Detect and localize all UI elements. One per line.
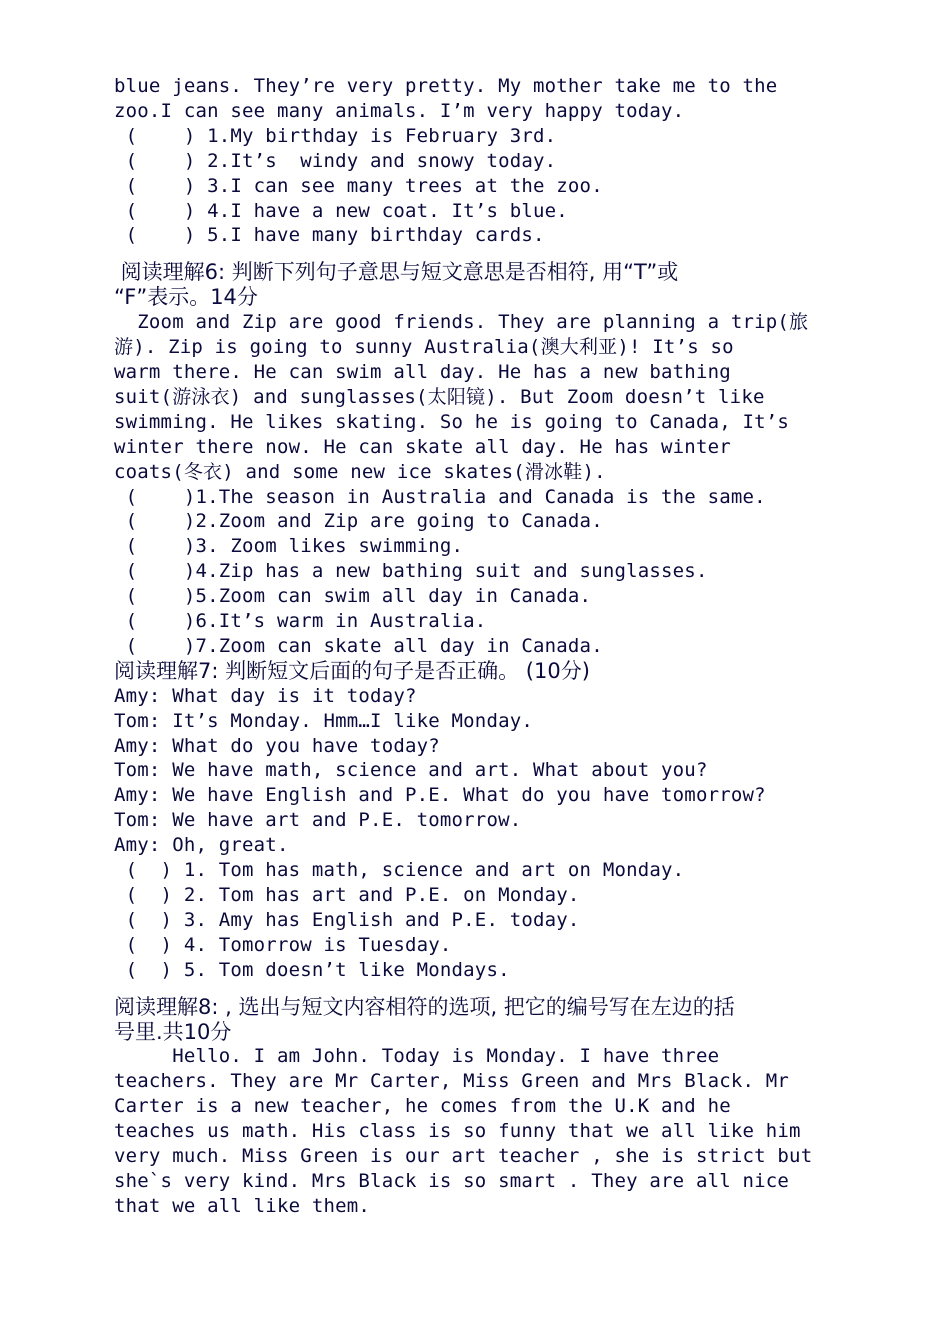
passage-line: she`s very kind. Mrs Black is so smart . They are all nice [114, 1169, 790, 1192]
dialogue-line: Tom: We have math, science and art. What about you? [114, 759, 708, 782]
passage-line: blue jeans. They’re very pretty. My mother take me to the [114, 75, 778, 97]
document-page [114, 74, 844, 1219]
section7-questions [114, 858, 844, 983]
passage-line: winter there now. He can skate all day. He has winter [114, 435, 731, 458]
spacer [114, 248, 844, 260]
passage-line: Carter is a new teacher, he comes from the U.K and he [114, 1095, 731, 1118]
question-item: ( )6.It’s warm in Australia. [114, 610, 487, 633]
question-item: ( )7.Zoom can skate all day in Canada. [114, 634, 603, 657]
section-heading: 阅读理解7: 判断短文后面的句子是否正确。 (10分) [114, 658, 590, 683]
question-item: ( )1.The season in Australia and Canada is the same. [114, 485, 766, 508]
passage-line: Hello. I am John. Today is Monday. I have three [114, 1045, 720, 1068]
section8-passage [114, 1044, 844, 1218]
dialogue-line: Amy: Oh, great. [114, 834, 289, 857]
section-heading: 阅读理解6: 判断下列句子意思与短文意思是否相符, 用“T”或 [114, 260, 679, 285]
question-item: ( ) 2. Tom has art and P.E. on Monday. [114, 884, 580, 906]
dialogue-line: Tom: We have art and P.E. tomorrow. [114, 809, 522, 832]
question-item: ( ) 5.I have many birthday cards. [114, 224, 545, 247]
passage-line: swimming. He likes skating. So he is going to Canada, It’s [114, 410, 790, 433]
question-item: ( ) 1. Tom has math, science and art on Monday. [114, 859, 685, 882]
question-item: ( )5.Zoom can swim all day in Canada. [114, 585, 592, 608]
passage-line: zoo.I can see many animals. I’m very happy today. [114, 99, 685, 122]
passage-line: very much. Miss Green is our art teacher , she is strict but [114, 1145, 813, 1168]
section6-heading [114, 260, 844, 310]
dialogue-line: Tom: It’s Monday. Hmm…I like Monday. [114, 709, 534, 732]
passage-line: coats(冬衣) and some new ice skates(滑冰鞋). [114, 460, 606, 483]
question-item: ( ) 3. Amy has English and P.E. today. [114, 908, 580, 931]
dialogue-line: Amy: What do you have today? [114, 734, 440, 757]
dialogue-line: Amy: What day is it today? [114, 684, 417, 707]
question-item: ( ) 2.It’s windy and snowy today. [114, 149, 557, 172]
question-item: ( ) 5. Tom doesn’t like Mondays. [114, 958, 510, 981]
section5-passage [114, 74, 844, 124]
question-item: ( )3. Zoom likes swimming. [114, 535, 464, 558]
section8-heading [114, 995, 844, 1045]
passage-line: 游). Zip is going to sunny Australia(澳大利亚)! It’s so [114, 336, 734, 359]
question-item: ( )2.Zoom and Zip are going to Canada. [114, 510, 603, 533]
section7-dialogue [114, 684, 844, 858]
passage-line: teaches us math. His class is so funny that we all like him [114, 1120, 801, 1143]
question-item: ( )4.Zip has a new bathing suit and sunglasses. [114, 560, 708, 583]
passage-line: suit(游泳衣) and sunglasses(太阳镜). But Zoom doesn’t like [114, 385, 765, 408]
section-heading: 阅读理解8: , 选出与短文内容相符的选项, 把它的编号写在左边的括 [114, 994, 735, 1019]
question-item: ( ) 4.I have a new coat. It’s blue. [114, 199, 568, 222]
question-item: ( ) 3.I can see many trees at the zoo. [114, 174, 603, 197]
spacer [114, 983, 844, 995]
passage-line: Zoom and Zip are good friends. They are planning a trip(旅 [114, 311, 809, 334]
section-heading: 号里.共10分 [114, 1019, 232, 1044]
section5-questions [114, 124, 844, 249]
question-item: ( ) 4. Tomorrow is Tuesday. [114, 933, 452, 956]
section6-questions [114, 485, 844, 659]
section-heading: “F”表示。14分 [114, 285, 258, 310]
section6-passage [114, 310, 844, 484]
section7-heading [114, 659, 844, 684]
passage-line: teachers. They are Mr Carter, Miss Green and Mrs Black. Mr [114, 1070, 790, 1093]
question-item: ( ) 1.My birthday is February 3rd. [114, 124, 557, 147]
passage-line: warm there. He can swim all day. He has a new bathing [114, 360, 731, 383]
dialogue-line: Amy: We have English and P.E. What do you have tomorrow? [114, 784, 766, 807]
passage-line: that we all like them. [114, 1194, 371, 1217]
